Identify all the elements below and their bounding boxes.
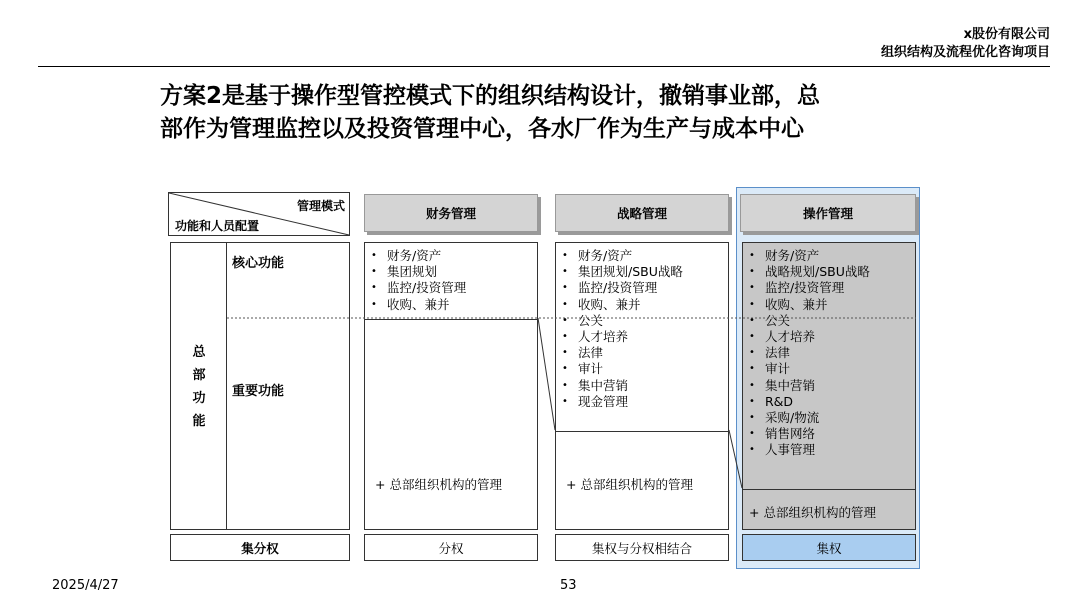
list-item: • 财务/资产	[556, 248, 726, 264]
list-item: • 收购、兼并	[365, 297, 535, 313]
connector-financial-strategic	[538, 318, 555, 430]
company-name: x股份有限公司	[963, 27, 1050, 42]
list-item: • 收购、兼并	[556, 297, 726, 313]
core-function-label: 核心功能	[232, 256, 285, 271]
list-item: • 集中营销	[743, 378, 913, 394]
list-item: • 战略规划/SBU战略	[743, 264, 913, 280]
financial-hq-org-management: + 总部组织机构的管理	[375, 477, 502, 492]
list-item: • 财务/资产	[365, 248, 535, 264]
footer-centralization-label: 集分权	[170, 534, 350, 561]
list-item: • 人事管理	[743, 442, 913, 458]
list-item: • 财务/资产	[743, 248, 913, 264]
slide-date: 2025/4/27	[52, 578, 119, 593]
operational-hq-org-management: + 总部组织机构的管理	[749, 505, 876, 520]
list-item: • 法律	[556, 345, 726, 361]
important-function-label: 重要功能	[232, 384, 285, 399]
slide-title-line1: 方案2是基于操作型管控模式下的组织结构设计，撤销事业部，总	[160, 83, 821, 109]
hq-char-3: 功	[192, 391, 206, 406]
slide-title-line2: 部作为管理监控以及投资管理中心，各水厂作为生产与成本中心	[160, 116, 804, 142]
list-item: • 人才培养	[743, 329, 913, 345]
header-operational: 操作管理	[740, 194, 916, 232]
list-item: • 审计	[743, 361, 913, 377]
list-item: • 监控/投资管理	[365, 280, 535, 296]
list-item: • 现金管理	[556, 394, 726, 410]
corner-function-label: 功能和人员配置	[175, 219, 260, 233]
hq-char-1: 总	[192, 345, 206, 360]
list-item: • 集团规划	[365, 264, 535, 280]
footer-financial: 分权	[364, 534, 538, 561]
page-number: 53	[560, 578, 577, 593]
list-item: • 公关	[743, 313, 913, 329]
list-item: • 人才培养	[556, 329, 726, 345]
list-item: • 销售网络	[743, 426, 913, 442]
list-item: • R&D	[743, 394, 913, 410]
list-item: • 审计	[556, 361, 726, 377]
list-item: • 监控/投资管理	[743, 280, 913, 296]
header-strategic: 战略管理	[555, 194, 729, 232]
hq-char-4: 能	[192, 414, 206, 429]
list-item: • 监控/投资管理	[556, 280, 726, 296]
connector-strategic-operational	[729, 430, 742, 488]
footer-operational: 集权	[742, 534, 916, 561]
list-item: • 公关	[556, 313, 726, 329]
header-financial: 财务管理	[364, 194, 538, 232]
list-item: • 收购、兼并	[743, 297, 913, 313]
corner-mode-label: 管理模式	[296, 199, 345, 213]
project-name: 组织结构及流程优化咨询项目	[880, 45, 1050, 60]
footer-strategic: 集权与分权相结合	[555, 534, 729, 561]
list-item: • 集团规划/SBU战略	[556, 264, 726, 280]
list-item: • 采购/物流	[743, 410, 913, 426]
strategic-hq-org-management: + 总部组织机构的管理	[566, 477, 693, 492]
hq-char-2: 部	[192, 368, 206, 383]
list-item: • 集中营销	[556, 378, 726, 394]
list-item: • 法律	[743, 345, 913, 361]
